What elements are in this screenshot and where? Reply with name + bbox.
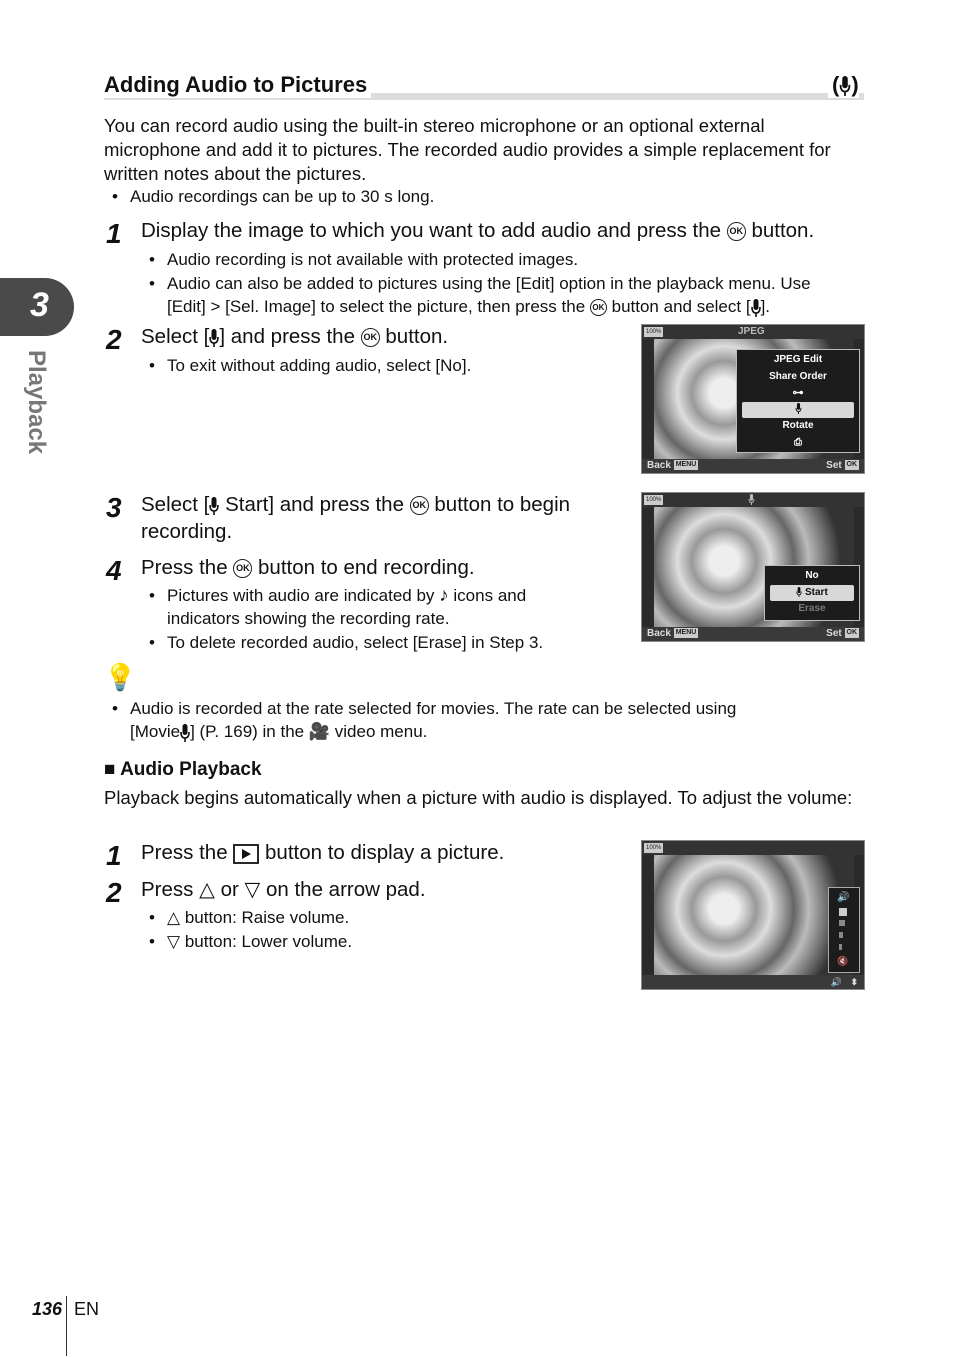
pb-step1-text-a: Press the [141,841,228,864]
intro-paragraph: You can record audio using the built-in stereo microphone or an optional external microphone and add it to pictures. The recorded audio provides a simple replacement for written notes about the pictures. [104,115,831,184]
set-text: Set [826,460,842,471]
up-down-arrow-icon: ⬍ [850,977,858,987]
menu-tag: MENU [675,461,697,469]
microphone-icon [209,497,219,515]
back-text: Back [647,460,671,471]
menu-item-rotate[interactable]: Rotate [782,420,814,431]
speaker-icon: 🔊 [837,892,850,903]
pb-step2-text-a: Press [141,878,194,901]
step3-text-d: recording. [141,520,233,543]
menu-item-share-order[interactable]: Share Order [769,370,827,382]
volume-level [839,944,842,950]
screen-status-bar [642,459,864,473]
step2-bullet: • To exit without adding audio, select [No]. [167,354,471,377]
microphone-icon [796,587,802,597]
menu-item-audio[interactable] [742,402,854,419]
step-number: 3 [106,492,122,523]
volume-level [839,932,843,938]
step1-bullet2-line1: Audio can also be added to pictures using the [Edit] option in the playback menu. Use [167,274,811,293]
tip-line2-a: [Movie [130,722,181,741]
section-title: Adding Audio to Pictures [104,72,371,98]
playback-intro: Playback begins automatically when a picture with audio is displayed. To adjust the volume: [104,787,853,808]
camera-screen-volume [641,840,865,990]
pb-step1-text-b: button to display a picture. [265,841,505,864]
microphone-icon [795,403,802,414]
audio-playback-heading-text: Audio Playback [120,759,262,780]
step4-text [141,554,475,581]
step2-text-c: button. [385,325,449,348]
key-icon: ⊶ [792,387,804,399]
back-label [647,459,698,473]
microphone-icon [209,329,219,347]
step-number: 4 [106,555,122,586]
screen-status-bar [642,627,864,641]
step-number: 1 [106,218,122,249]
screen-header-label: JPEG [738,326,765,337]
ok-button-icon: OK [233,559,252,578]
step4-bullet1-a: Pictures with audio are indicated by [167,586,435,605]
back-text: Back [647,628,671,639]
step4-bullet1-c: indicators showing the recording rate. [167,609,450,628]
down-arrow-icon: ▽ [244,878,261,901]
menu-tag: MENU [675,629,697,637]
step1-text-b: button. [751,219,815,242]
up-arrow-icon: △ [199,878,215,901]
menu-item-no[interactable]: No [805,570,819,581]
volume-level [839,908,847,916]
step4-text-b: button to end recording. [258,556,475,579]
microphone-icon [751,299,761,317]
pb-step2-text-b: or [220,878,239,901]
step2-text-a: Select [ [141,325,210,348]
camera-screen-record-menu [641,492,865,642]
flower-photo [654,855,854,975]
ok-button-icon: OK [727,222,746,241]
microphone-title-icon: ( ) [828,72,859,98]
music-note-icon: ♪ [439,585,449,606]
step1-bullet-2 [167,272,867,318]
set-text: Set [826,628,842,639]
step4-bullet-2: • To delete recorded audio, select [Erase] in Step 3. [167,631,543,654]
microphone-icon [180,724,190,742]
speaker-icon: 🔊 [830,977,842,987]
menu-item-protect[interactable] [737,385,859,402]
tip-line2-c: video menu. [334,722,428,741]
step1-text [141,217,881,244]
screen-header [642,841,864,855]
pb-bullet1-text: button: Raise volume. [184,908,350,927]
zoom-badge: 100% [646,329,662,335]
print-icon: ⎙ [794,436,802,448]
chapter-label: Playback [23,350,50,455]
ok-button-icon: OK [361,328,380,347]
step1-bullet2-line2c: ]. [760,297,771,316]
mute-icon: 🔇 [837,956,849,966]
microphone-icon [839,76,851,96]
step4-bullet1-b: icons and [453,586,527,605]
step3-text-a: Select [ [141,493,210,516]
tip-bullet [130,697,850,743]
down-arrow-icon: ▽ [167,932,181,951]
record-menu [764,565,860,621]
pb-bullet2-text: button: Lower volume. [184,932,353,951]
step4-text-a: Press the [141,556,228,579]
tip-line1: Audio is recorded at the rate selected for movies. The rate can be selected using [130,699,737,718]
set-label [826,459,859,473]
ok-tag: OK [846,461,857,469]
tip-line2-b: ] (P. 169) in the [190,722,305,741]
footer-divider [66,1296,67,1356]
ok-button-icon: OK [590,299,607,316]
pb-bullet-2 [167,930,352,953]
back-label [647,627,698,641]
menu-item-print[interactable] [737,435,859,452]
pb-bullet-1 [167,906,349,929]
menu-item-start-label: Start [804,586,828,598]
menu-item-erase[interactable]: Erase [798,603,826,614]
ok-tag: OK [846,629,857,637]
step-number: 2 [106,324,122,355]
menu-item-jpeg-edit[interactable]: JPEG Edit [773,354,823,365]
audio-playback-heading [104,759,262,781]
set-label [826,627,859,641]
intro-bullet: • Audio recordings can be up to 30 s long. [130,185,434,208]
zoom-badge: 100% [646,845,662,851]
volume-meter[interactable] [828,887,860,973]
pb-step2-text [141,876,426,903]
page-number: 136 [32,1299,63,1319]
step1-bullet-1: • Audio recording is not available with protected images. [167,248,578,271]
ok-button-icon: OK [410,496,429,515]
step3-text-b: Start] and press the [219,493,404,516]
step-number: 1 [106,840,122,871]
movie-camera-icon: 🎥 [308,722,331,741]
menu-item-start[interactable] [770,585,854,602]
step3-text-c: button to begin [434,493,571,516]
zoom-badge: 100% [646,497,662,503]
screen-status-bar [642,975,864,989]
square-bullet-icon: ■ [104,759,116,780]
pb-step2-text-c: on the arrow pad. [265,878,426,901]
step2-text [141,323,448,350]
chapter-number: 3 [30,286,49,324]
step3-text [141,491,621,545]
language-code: EN [74,1299,100,1319]
step2-text-b: ] and press the [219,325,355,348]
pb-step1-text [141,839,504,866]
step1-text-a: Display the image to which you want to add audio and press the [141,219,722,242]
volume-level [839,920,845,926]
edit-menu [736,349,860,453]
playback-button-icon [233,844,259,864]
tip-lightbulb-icon: 💡 [104,662,137,692]
camera-screen-edit-menu [641,324,865,474]
step1-bullet2-line2a: [Edit] > [Sel. Image] to select the picture, then press the [167,297,586,316]
step4-bullet-1 [167,584,607,630]
step1-bullet2-line2b: button and select [ [611,297,751,316]
microphone-icon [748,494,755,505]
up-arrow-icon: △ [167,908,181,927]
step-number: 2 [106,877,122,908]
